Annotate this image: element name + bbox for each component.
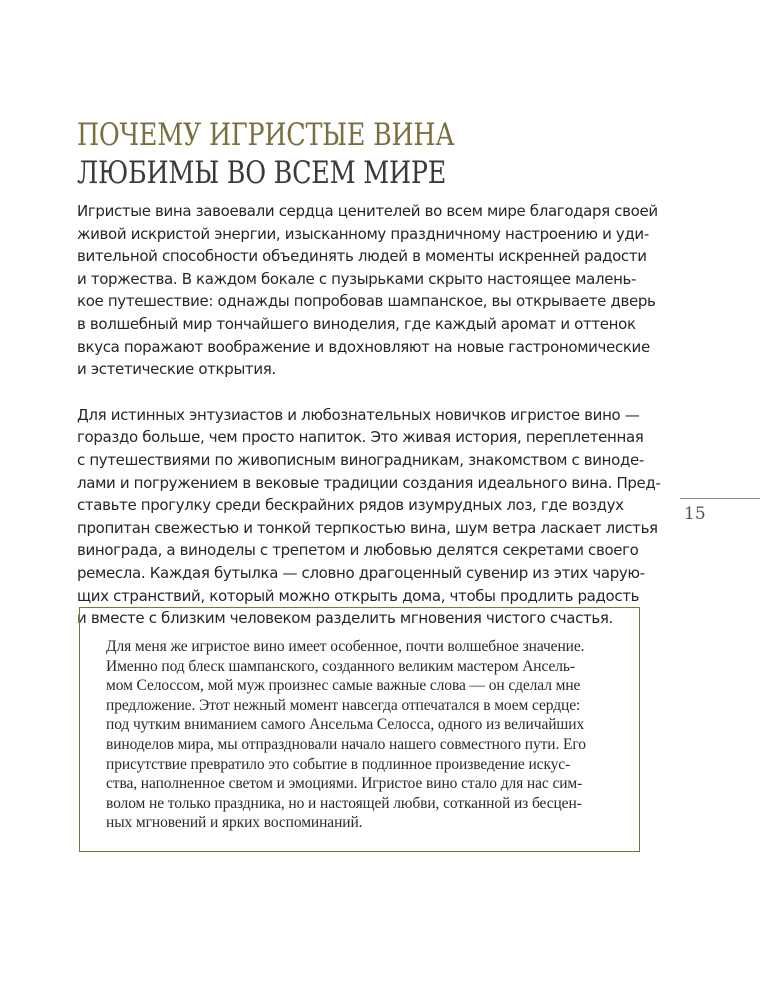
quote-line: под чутким вниманием самого Ансельма Селосса, одного из величайших — [106, 716, 585, 734]
text-line: вительной способности объединять людей в моменты искренней радости — [77, 247, 647, 266]
text-line: и торжества. В каждом бокале с пузырьками скрыто настоящее малень- — [77, 269, 637, 288]
text-line: винограда, а виноделы с трепетом и любовью делятся секретами своего — [77, 541, 639, 560]
text-line: Игристые вина завоевали сердца ценителей во всем мире благодаря своей — [77, 202, 658, 220]
text-line: вкуса поражают воображение и вдохновляют на новые гастрономические — [77, 337, 650, 356]
quote-frame — [79, 607, 640, 852]
heading-line-1: ПОЧЕМУ ИГРИСТЫЕ ВИНА — [77, 117, 455, 153]
quote-line: Именно под блеск шампанского, созданного великим мастером Ансель- — [106, 657, 575, 675]
text-line: в волшебный мир тончайшего виноделия, где каждый аромат и оттенок — [77, 314, 636, 333]
page-number-rule — [680, 498, 760, 499]
quote-line: ных мгновений и ярких воспоминаний. — [106, 814, 363, 832]
personal-quote — [106, 637, 616, 833]
text-line: и эстетические открытия. — [77, 360, 276, 379]
main-text — [77, 200, 659, 630]
text-line: Для истинных энтузиастов и любознательных новичков игристое вино — — [77, 405, 640, 424]
quote-line: Для меня же игристое вино имеет особенное, почти волшебное значение. — [106, 638, 585, 655]
text-line: и вместе с близким человеком разделить мгновения чистого счастья. — [77, 609, 613, 628]
paragraph-2 — [77, 404, 659, 630]
text-line: живой искристой энергии, изысканному праздничному настроению и уди- — [77, 224, 649, 243]
text-line: лами и погружением в вековые традиции создания идеального вина. Пред- — [77, 473, 661, 492]
text-line: ремесла. Каждая бутылка — словно драгоценный сувенир из этих чарую- — [77, 563, 645, 582]
quote-line: мом Селоссом, мой муж произнес самые важные слова — он сделал мне — [106, 677, 581, 695]
quote-line: ства, наполненное светом и эмоциями. Игристое вино стало для нас сим- — [106, 775, 583, 793]
quote-line: виноделов мира, мы отпраздновали начало нашего совместного пути. Его — [106, 735, 586, 753]
heading-line-2: ЛЮБИМЫ ВО ВСЕМ МИРЕ — [77, 155, 447, 191]
quote-line: волом не только праздника, но и настоящей любви, сотканной из бесцен- — [106, 794, 582, 812]
text-line: пропитан свежестью и тонкой терпкостью вина, шум ветра ласкает листья — [77, 518, 658, 537]
chapter-heading — [77, 116, 454, 192]
text-line: ставьте прогулку среди бескрайних рядов изумрудных лоз, где воздух — [77, 496, 624, 515]
text-line: кое путешествие: однажды попробовав шампанское, вы открываете дверь — [77, 292, 656, 311]
text-line: гораздо больше, чем просто напиток. Это живая история, переплетенная — [77, 428, 644, 447]
quote-line: предложение. Этот нежный момент навсегда отпечатался в моем сердце: — [106, 696, 581, 714]
paragraph-1 — [77, 200, 659, 381]
page-number: 15 — [684, 504, 706, 524]
text-line: щих странствий, который можно открыть дома, чтобы продлить радость — [77, 586, 640, 605]
quote-line: присутствие превратило это событие в подлинное произведение искус- — [106, 755, 571, 773]
text-line: с путешествиями по живописным виноградникам, знакомством с виноде- — [77, 450, 644, 469]
